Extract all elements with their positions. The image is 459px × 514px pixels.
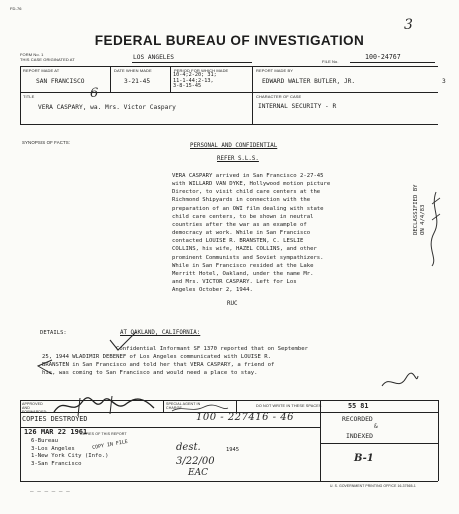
do-not-write: DO NOT WRITE IN THESE SPACES — [256, 404, 322, 408]
period-lines: 10-4;2-20; 31; 11-1-44;2-13, 3-8-15-45 — [173, 72, 217, 90]
page-mark: 3 — [404, 17, 413, 33]
gap-stamp: 55 81 — [348, 402, 369, 410]
margin-stamp: DECLASSIFIED BY ON 4/4/83 — [413, 184, 426, 235]
details-line-4: his, was coming to San Francisco and would need a place to stay. — [42, 370, 258, 376]
title-value: VERA CASPARY, wa. Mrs. Victor Caspary — [38, 104, 176, 111]
file-no-value: 100-24767 — [365, 53, 401, 61]
hand-file-number: 100 - 227416 - 46 — [196, 412, 294, 423]
made-by-value: EDWARD WALTER BUTLER, JR. — [262, 78, 356, 85]
character-value: INTERNAL SECURITY - R — [258, 103, 337, 110]
copy-in-file-stamp: COPY IN FILE — [91, 438, 129, 452]
synopsis-label: SYNOPSIS OF FACTS: — [22, 140, 71, 145]
period-label: PERIOD FOR WHICH MADE — [174, 68, 229, 73]
ruc-note: RUC — [227, 301, 238, 307]
copies-report-label: COPIES OF THIS REPORT — [80, 432, 127, 436]
stamp-year: 1945 — [226, 447, 239, 453]
details-location: AT OAKLAND, CALIFORNIA: — [120, 330, 201, 336]
footer-stamp: — — — — — — — [30, 488, 70, 495]
corner-mark: B-1 — [354, 453, 374, 464]
recorded-amp: & — [374, 423, 378, 430]
character-label: CHARACTER OF CASE — [256, 94, 302, 99]
report-made-at-label: REPORT MADE AT — [23, 68, 60, 73]
refer-note: REFER S.L.S. — [217, 156, 259, 162]
hand-date: 3/22/00 — [176, 456, 215, 467]
distribution-list: 6-Bureau 3-Los Angeles 1-New York City (Info.) 3-San Francisco — [31, 438, 109, 467]
made-by-label: REPORT MADE BY — [256, 68, 294, 73]
details-scrawl — [380, 372, 420, 392]
title-hand-mark: 6 — [90, 86, 99, 101]
details-label: DETAILS: — [40, 330, 67, 336]
page-title: FEDERAL BUREAU OF INVESTIGATION — [94, 33, 365, 48]
gpo-imprint: U. S. GOVERNMENT PRINTING OFFICE 16-37565-1 — [330, 484, 416, 488]
margin-scribble — [426, 188, 446, 268]
details-line-3: BRANSTEN in San Francisco and told her that VERA CASPARY, a friend of — [42, 362, 275, 368]
destroyed-date: 126 MAR 22 1961 — [24, 428, 88, 436]
date-made-label: DATE WHEN MADE — [114, 68, 152, 73]
date-made-value: 3-21-45 — [124, 78, 151, 85]
details-line-1: Confidential Informant SF 1370 reported that on September — [116, 346, 308, 352]
approved-label: APPROVED AND FORWARDED: — [22, 402, 48, 415]
copies-destroyed: COPIES DESTROYED — [22, 415, 88, 423]
synopsis-text: VERA CASPARY arrived in San Francisco 2-27-45 with WILLARD VAN DYKE, Hollywood motion picture Director, to visit child care centers at the Richmond Shipyards in connection with the preparation of an OWI film dealing with state child care centers, to be shown in neutral countries after the war as an example of democracy at work. While in San Francisco contacted LOUISE R. BRANSTEN, C. LESLIE COLLINS, his wife, HAZEL COLLINS, and other prominent Communists and Soviet sympathizers. While in San Francisco resided at the Lake Merritt Hotel, Oakland, under the name Mr. and Mrs. VICTOR CASPARY. Left for Los Angeles October 2, 1944. — [172, 173, 331, 294]
details-line-2: 25, 1944 WLADIMIR DEBENEF of Los Angeles communicated with LOUISE R. — [42, 354, 272, 360]
recorded-stamp: RECORDED — [342, 415, 373, 423]
originated-value: LOS ANGELES — [133, 54, 174, 61]
hand-dest: dest. — [176, 442, 201, 453]
classification: PERSONAL AND CONFIDENTIAL — [190, 143, 278, 149]
special-agent-label: SPECIAL AGENT IN CHARGE — [166, 402, 201, 411]
made-by-suffix: 3 — [442, 78, 446, 85]
form-no-label: FORM No. 1 — [20, 52, 44, 57]
title-label: TITLE — [23, 94, 35, 99]
file-no-label: FILE No. — [322, 59, 339, 64]
hand-eac: EAC — [188, 468, 208, 478]
details-bracket-mark — [34, 358, 56, 376]
form-id: FD-76 — [10, 6, 22, 11]
details-check-mark — [108, 330, 138, 352]
indexed-stamp: INDEXED — [346, 432, 373, 440]
originated-label: THIS CASE ORIGINATED AT — [20, 57, 75, 62]
report-made-at-value: SAN FRANCISCO — [36, 78, 85, 85]
